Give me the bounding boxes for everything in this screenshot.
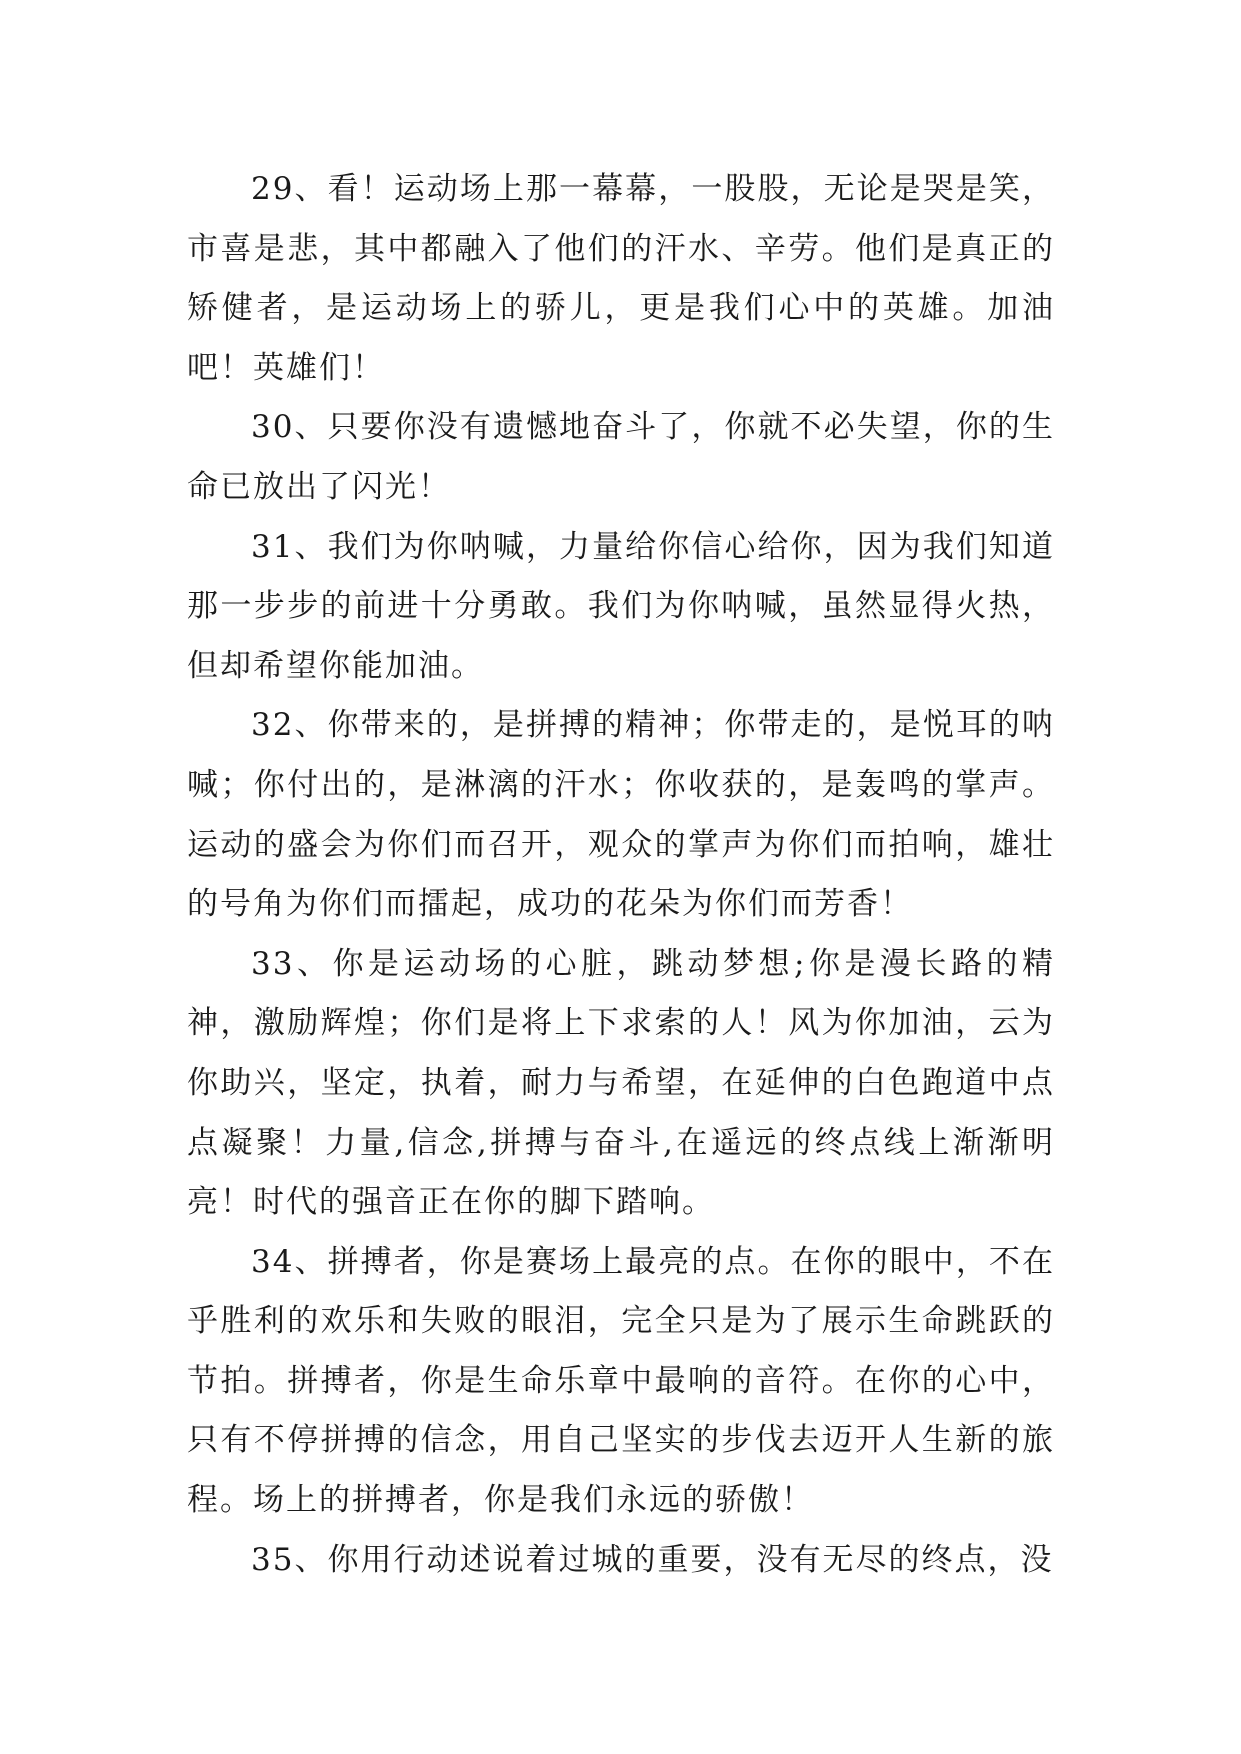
paragraph-29: 29、看！运动场上那一幕幕，一股股，无论是哭是笑，市喜是悲，其中都融入了他们的汗水、辛劳。他们是真正的矫健者，是运动场上的骄儿，更是我们心中的英雄。加油吧！英雄们！: [187, 171, 1055, 386]
paragraph-33: 33、你是运动场的心脏，跳动梦想;你是漫长路的精神，激励辉煌；你们是将上下求索的人！风为你加油，云为你助兴，坚定，执着，耐力与希望，在延伸的白色跑道中点点凝聚！力量,信念,拼搏与奋斗,在遥远的终点线上渐渐明亮！时代的强音正在你的脚下踏响。: [187, 945, 1055, 1221]
paragraph-34: 34、拼搏者，你是赛场上最亮的点。在你的眼中，不在乎胜利的欢乐和失败的眼泪，完全只是为了展示生命跳跃的节拍。拼搏者，你是生命乐章中最响的音符。在你的心中，只有不停拼搏的信念，用自己坚实的步伐去迈开人生新的旅程。场上的拼搏者，你是我们永远的骄傲！: [187, 1243, 1055, 1519]
document-body: [187, 160, 1055, 1590]
paragraph-32: 32、你带来的，是拼搏的精神；你带走的，是悦耳的呐喊；你付出的，是淋漓的汗水；你收获的，是轰鸣的掌声。运动的盛会为你们而召开，观众的掌声为你们而拍响，雄壮的号角为你们而擂起，成功的花朵为你们而芳香！: [187, 707, 1055, 923]
paragraph-30: 30、只要你没有遗憾地奋斗了，你就不必失望，你的生命已放出了闪光！: [187, 409, 1055, 505]
paragraph-35: 35、你用行动述说着过城的重要，没有无尽的终点，没: [251, 1541, 1054, 1578]
paragraph-31: 31、我们为你呐喊，力量给你信心给你，因为我们知道那一步步的前进十分勇敢。我们为你呐喊，虽然显得火热，但却希望你能加油。: [187, 528, 1055, 684]
